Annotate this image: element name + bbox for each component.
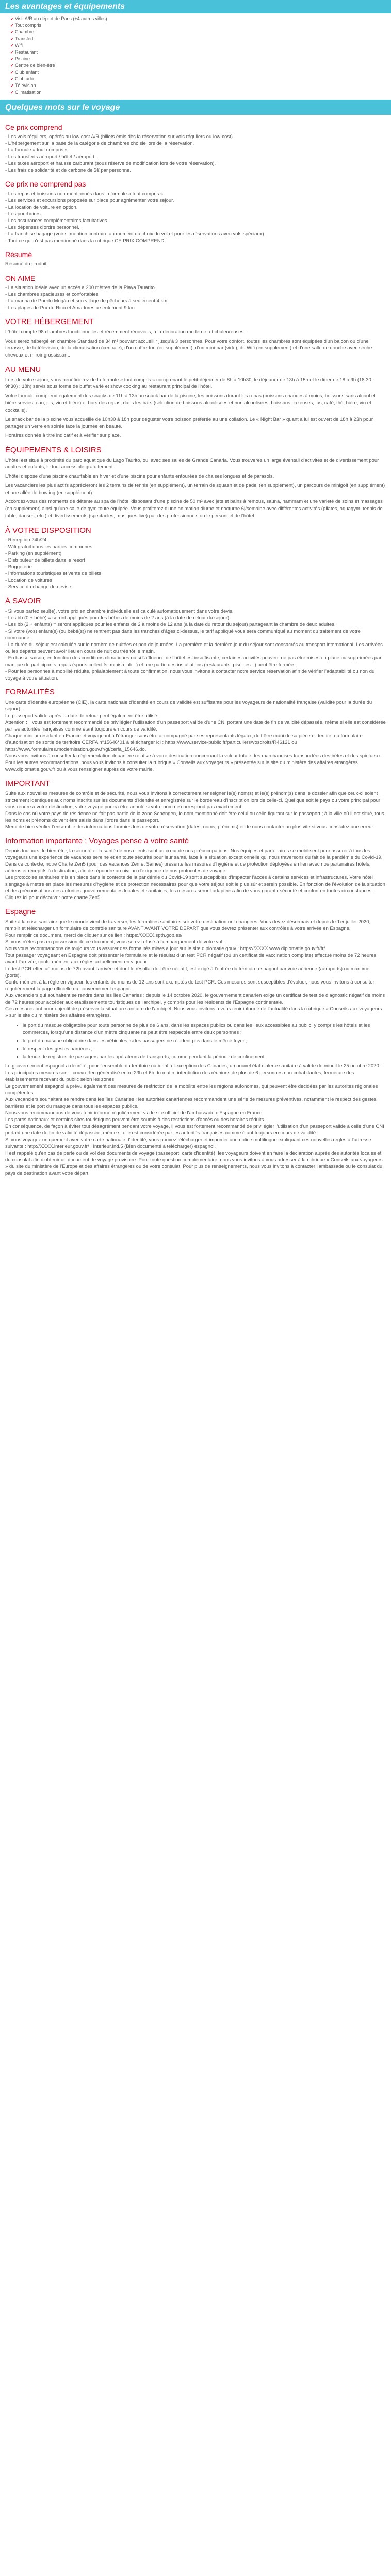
- list-item: - Informations touristiques et vente de billets: [5, 571, 101, 577]
- equipment-item-label: Club enfant: [14, 70, 39, 75]
- disposition-title: À VOTRE DISPOSITION: [5, 526, 91, 535]
- list-item: - Les vols réguliers, opérés au low cost A/R (billets émis dès la réservation sur vols réguliers ou low-cost).: [5, 134, 234, 140]
- equipment-item: [10, 42, 386, 49]
- list-item: • le respect des gestes barrières ;: [23, 1046, 386, 1053]
- leisure-title: ÉQUIPEMENTS & LOISIRS: [5, 445, 102, 454]
- menu-text-3: Le snack bar de la piscine vous accueille de 10h30 à 18h pour déguster votre boisson préférée au une collation. Le « Night Bar » quant à lui est ouvert de 18h à 23h pour partager un verre en soirée face la journée en beauté.: [5, 416, 373, 430]
- equipment-header: Les avantages et équipements: [0, 0, 391, 13]
- list-item: - Les assurances complémentaires facultatives.: [5, 217, 109, 224]
- list-item: Nous vous recommandons de vous tenir informé régulièrement via le site officiel de l'ambassade d'Espagne en France.: [5, 1110, 264, 1116]
- on-aime-title: ON AIME: [5, 274, 36, 282]
- equipment-item: [10, 82, 386, 89]
- equipment-item-label: Télévision: [14, 83, 36, 88]
- list-item: - Les frais de solidarité et de carbone de 3€ par personne.: [5, 167, 131, 174]
- list-item: - Les taxes aéroport et hausse carburant (sous réserve de modification lors de votre réservation).: [5, 161, 216, 167]
- list-item: En conséquence, de façon à éviter tout désagrément pendant votre voyage, il vous est fortement recommandé de privilégier l'utilisation d'un passeport valide à celle d'une CNI portant une date de fin de validité dépassée, même si elle est considérée par les autorités françaises comme étant toujours en cours de validité.: [5, 1124, 384, 1137]
- list-item: - La marina de Puerto Mogán et son village de pêcheurs à seulement 4 km: [5, 298, 168, 304]
- formalities-list: [5, 699, 386, 773]
- disposition-list: [5, 537, 386, 590]
- list-item: Attention : il vous est fortement recommandé de privilégier l'utilisation d'un passeport valide d'une CNI portant une date de fin de validité dépassée, même si elle est considérée par les autorités françaises comme étant toujours en cours de validité.: [5, 719, 386, 732]
- menu-text-1: Lors de votre séjour, vous bénéficierez de la formule « tout compris » comprenant le petit-déjeuner de 8h à 10h30, le déjeuner de 13h à 15h et le dîner de 18 à 9h (18:30 - 9h30) ; 18h) servis sous forme de buffet varié et show cooking au restaurant principal de l'hôtel.: [5, 377, 374, 390]
- leisure-text-4: Accordez-vous des moments de détente au spa de l'hôtel disposant d'une piscine de 50 m² avec jets et bains à remous, sauna, hammam et une variété de soins et massages (en supplément) ainsi qu'une salle de gym toute équipée. Vous profiterez d'une animation diurne et nocturne 6j/semaine avec différentes activités (pilates, aquagym, tennis de table, danses, etc.) et divertissements (spectacles, musiques live) par des professionnels ou le personnel de l'hôtel.: [5, 499, 383, 519]
- spain-title: Espagne: [5, 907, 36, 917]
- list-item: • le port du masque obligatoire dans les véhicules, si les passagers ne résident pas dans le même foyer ;: [23, 1038, 386, 1045]
- list-item: - Les services et excursions proposés sur place pour agrémenter votre séjour.: [5, 197, 174, 204]
- list-item: Pour les autres recommandations, nous vous invitons à consulter la rubrique « Conseils aux voyageurs » présentée sur le site du ministère des affaires étrangères www.diplomatie.gouv.fr ou à vous renseigner auprès de votre mairie.: [5, 759, 358, 772]
- equipment-item-label: Transfert: [14, 36, 34, 41]
- list-item: - Les dépenses d'ordre personnel.: [5, 224, 79, 230]
- list-item: - Si votre (vos) enfant(s) (ou bébé(s)) ne rentrent pas dans les tranches d'âges ci-dessus, le tarif appliqué vous sera communiqué au moment du traitement de votre commande.: [5, 629, 361, 641]
- list-item: Une carte d'identité européenne (CIE), la carte nationale d'identité en cours de validité est suffisante pour les voyageurs de nationalité française (validité pour la durée du séjour).: [5, 699, 372, 712]
- equipment-item: [10, 69, 386, 76]
- list-item: - Si vous partez seul(e), votre prix en chambre individuelle est calculé automatiquement dans votre devis.: [5, 608, 234, 615]
- equipment-item-label: Visit A/R au départ de Paris (+4 autres villes): [14, 16, 107, 21]
- list-item: • la tenue de registres de passagers par les opérateurs de transports, comme pendant la période de confinement.: [23, 1054, 386, 1061]
- list-item: - Wifi gratuit dans les parties communes: [5, 544, 92, 550]
- equipment-item-label: Tout compris: [14, 23, 41, 28]
- leisure-text-2: L'hôtel dispose d'une piscine chauffable en hiver et d'une piscine pour enfants entourées de chaises longues et de parasols.: [5, 473, 274, 480]
- important-list: [5, 790, 386, 831]
- list-item: - La durée du séjour est calculée sur le nombre de nuitées et non de journées. La première et la dernière jour du séjour sont consacrés au transport international. Les arrivées ou les départs peuvent avoir lieu en cours de nuit ou très tôt le matin.: [5, 642, 383, 655]
- list-item: Cliquez ici pour découvrir notre charte Zen5: [5, 895, 101, 901]
- list-item: Merci de bien vérifier l'ensemble des informations fournies lors de votre réservation (dates, noms, prénoms) et de nous contacter au plus vite si vous constatez une erreur.: [5, 824, 374, 830]
- summary-text: Résumé du produit: [5, 261, 47, 267]
- equipment-item-label: Climatisation: [14, 90, 42, 95]
- price-includes-list: [5, 133, 386, 174]
- price-includes-title: Ce prix comprend: [5, 123, 62, 132]
- equipment-item: [10, 76, 386, 82]
- measures-bullets: [23, 1022, 386, 1061]
- equipment-item: [10, 22, 386, 29]
- list-item: Chaque mineur résidant en France et voyageant à l'étranger sans être accompagné par ses représentants légaux, doit être muni de sa pièce d'identité, du formulaire d'autorisation de sortie de territoire CERFA n°15646*01 à télécharger ici : https://www.service-public.fr/particuliers/vosdroits/R46121 ou https://www.formulaires.modernisation.gouv.fr/gf/cerfa_15646.do.: [5, 733, 363, 752]
- menu-title: AU MENU: [5, 365, 41, 374]
- list-item: - Pour les personnes à mobilité réduite, préalablement à toute confirmation, nous vous invitons à contacter notre service réservation afin de vérifier l'adaptabilité ou non du voyage à votre situation.: [5, 669, 375, 682]
- list-item: - Les bb (0 + bébé) = seront appliqués pour les bébés de moins de 2 ans (à la date de retour du séjour).: [5, 615, 231, 621]
- list-item: - Distributeur de billets dans le resort: [5, 557, 85, 564]
- equipment-section: [0, 13, 391, 100]
- list-item: - Les plages de Puerto Rico et Amadores à seulement 9 km: [5, 305, 135, 311]
- list-item: Il est rappelé qu'en cas de perte ou de vol des documents de voyage (passeport, carte d'identité), les voyageurs doivent en faire la déclaration auprès des autorités locales et du consulat afin d'obtenir un document de voyage provisoire. Pour toute question complémentaire, nous vous invitons à vous adresser à la rubrique « Conseils aux voyageurs » du site du ministère de l'Europe et des affaires étrangères ou de votre consulat. Pour plus de renseignements, nous vous invitons à contacter l'ambassade ou le consulat du pays de destination avant votre départ.: [5, 1150, 383, 1177]
- list-item: Ces mesures ont pour objectif de préserver la situation sanitaire de l'archipel. Nous vous invitons à vous tenir informé de l'actualité dans la rubrique « Conseils aux voyageurs » sur le site du ministère des affaires étrangères.: [5, 1006, 382, 1019]
- list-item: Suite à la crise sanitaire que le monde vient de traverser, les formalités sanitaires sur votre destination ont changées. Vous devez désormais et depuis le 1er juillet 2020, remplir et télécharger un formulaire de contrôle sanitaire AVANT AVANT VOTRE DÉPART que vous devrez présenter aux contrôles à votre arrivée en Espagne.: [5, 919, 371, 932]
- list-item: Suite aux nouvelles mesures de contrôle et de sécurité, nous vous invitons à correctement renseigner le(s) nom(s) et le(s) prénom(s) dans le dossier afin que ceux-ci soient strictement identiques aux noms inscrits sur les documents d'identité et enregistrés sur le bordereau d'inscription lors de celle-ci. Quel que soit le pays ou votre principal pour vous rendre à votre destination, votre voyage pourra être annulé si votre nom ne correspond pas exactement.: [5, 790, 381, 810]
- list-item: Si vous n'êtes pas en possession de ce document, vous serez refusé à l'embarquement de votre vol.: [5, 939, 224, 945]
- list-item: Conformément à la règle en vigueur, les enfants de moins de 12 ans sont exemptés de test PCR. Ces mesures sont susceptibles d'évoluer, nous vous invitons à consulter régulièrement la page officielle du gouvernement espagnol.: [5, 979, 374, 992]
- equipment-item-label: Club ado: [14, 76, 34, 81]
- list-item: Pour remplir ce document, merci de cliquer sur ce lien : https://XXXX.spth.gob.es/: [5, 933, 183, 939]
- equipment-list: [5, 15, 386, 96]
- page: [0, 0, 391, 1184]
- list-item: - Les repas et boissons non mentionnés dans la formule « tout compris ».: [5, 191, 165, 197]
- list-item: Nous vous recommandons de toujours vous assurer des formalités mises à jour sur le site diplomatie.gouv : https://XXXX.www.diplomatie.gouv.fr/fr/: [5, 946, 325, 952]
- leisure-text-1: L'hôtel est situé à proximité du parc aquatique du Lago Taurito, oui avec ses salles de Grande Canaria. Vous trouverez un large éventail d'activités et de divertissement pour adultes et enfants, le tout accessible gratuitement.: [5, 457, 379, 470]
- list-item: - La situation idéale avec un accès à 200 mètres de la Playa Tauarito.: [5, 285, 156, 291]
- equipment-item-label: Chambre: [14, 29, 34, 35]
- voyage-section: [0, 115, 391, 1184]
- list-item: Si vous voyagez uniquement avec votre carte nationale d'identité, vous pouvez télécharger et imprimer une notice multilingue expliquant ces nouvelles règles à l'adresse suivante : http://XXXX.interieur.gouv.fr/ ; Interieur.Ind.5 (Bien documenté à télécharger) espagnol.: [5, 1137, 371, 1150]
- list-item: - Les bb (2 + enfants) = seront appliqués pour les enfants de 2 à moins de 12 ans (à la date du retour du séjour) partageant la chambre de deux adultes.: [5, 622, 336, 628]
- list-item: Depuis toujours, le bien-être, la sécurité et la santé de nos clients sont au cœur de nos préoccupations. Nos équipes et partenaires se mobilisent pour assurer à tous les voyageurs une expérience de vacances sereine et en toute sécurité pour leur santé, face à la situation exceptionnelle qui nous traversons du fait de la pandémie du Covid-19.: [5, 848, 383, 861]
- list-item: Le gouvernement espagnol a prévu également des mesures de restriction de la mobilité entre les régions autonomes, qui peuvent être décidées par les autorités régionales compétentes.: [5, 1083, 378, 1096]
- savoir-list: [5, 608, 386, 682]
- list-item: Aux vacanciers souhaitant se rendre dans les îles Canaries : les autorités canariennes recommandent une série de mesures préventives, notamment le respect des gestes barrières et le port du masque dans tous les espaces publics.: [5, 1097, 377, 1110]
- hotel-text-1: L'hôtel compte 98 chambres fonctionnelles et récemment rénovées, à la décoration moderne, et chaleureuses.: [5, 329, 245, 335]
- menu-text-2: Votre formule comprend également des snacks de 11h à 13h au snack bar de la piscine, les boissons durant les repas (boissons chaudes à moins, boissons sans alcool et bière servies, eau, jus, vin et bière) et hors des repas, dans les bars (sélection de boissons alcoolisées et non alcoolisées, boissons gazeuses, jus, café, thé, bière, vin et cocktails).: [5, 393, 376, 413]
- important-title: IMPORTANT: [5, 778, 50, 788]
- covid-list: [5, 848, 386, 901]
- list-item: - La franchise bagage (voir si mention contraire au moment du choix du vol et pour les réservations avec vols spéciaux).: [5, 231, 266, 237]
- list-item: • le port du masque obligatoire pour toute personne de plus de 6 ans, dans les espaces publics ou dans les lieux accessibles au public, y compris les hôtels et les commerces, lorsqu'une distance d'un mètre cinquante ne peut être respectée entre deux personnes ;: [23, 1022, 386, 1037]
- list-item: - Les chambres spacieuses et confortables: [5, 292, 99, 298]
- list-item: Les protocoles sanitaires mis en place dans le contexte de la pandémie du Covid-19 sont susceptibles d'impacter l'accès à certains services et infrastructures. Votre hôtel s'engage à mettre en place les mesures d'hygiène et de protection nécessaires pour que votre séjour soit le plus sûr et serein possible. En fonction de l'évolution de la situation et des préconisations des autorités gouvernementales locales et sanitaires, les mesures seront adaptées afin de vous garantir sécurité et confort en toutes circonstances.: [5, 875, 385, 894]
- list-item: - Les pourboires.: [5, 211, 42, 217]
- equipment-item-label: Wifi: [14, 43, 23, 48]
- leisure-text-3: Les vacanciers les plus actifs apprécieront les 2 terrains de tennis (en supplément), un terrain de squash et de padel (en supplément), un parcours de minigolf (en supplément) et une allée de bowling (en supplément).: [5, 482, 385, 496]
- menu-text-4: Horaires donnés à titre indicatif et à vérifier sur place.: [5, 433, 121, 439]
- price-excludes-list: [5, 191, 386, 244]
- list-item: Le passeport valide après la date de retour peut également être utilisé.: [5, 713, 159, 719]
- hotel-text-2: Vous serez hébergé en chambre Standard de 34 m² pouvant accueillir jusqu'à 3 personnes. Pour votre confort, toutes les chambres sont équipées d'un balcon ou d'une terrasse, de la télévision, de la climatisation (centrale), d'un coffre-fort (en supplément), d'un mini-bar (vide), du Wifi (en supplément) et d'une salle de douche avec sèche-cheveux et miroir grossissant.: [5, 338, 374, 359]
- equipment-item: [10, 15, 386, 22]
- list-item: - Service du change de devise: [5, 584, 71, 590]
- list-item: Dans ce contexte, notre Charte Zen5 (pour des vacances Zen et Saines) présente les mesures d'hygiène et de protection déployées en lien avec nos partenaires hôtels, aériens et réceptifs à destination, afin de répondre au niveau d'exigence de nos protocoles de voyage.: [5, 861, 371, 874]
- voyage-header: Quelques mots sur le voyage: [0, 100, 391, 115]
- equipment-item: [10, 89, 386, 96]
- list-item: - Les transferts aéroport / hôtel / aéroport.: [5, 154, 96, 160]
- list-item: Dans le cas où votre pays de résidence ne fait pas partie de la zone Schengen, le nom mentionné doit être celui ou celle figurant sur le passeport ; à la ville où il est situé, tous les noms et prénoms doivent être saisis dans l'ordre dans le passeport.: [5, 810, 384, 823]
- equipment-item: [10, 49, 386, 56]
- list-item: - La location de voiture en option.: [5, 204, 78, 210]
- covid-title: Information importante : Voyages pense à votre santé: [5, 836, 189, 845]
- equipment-item-label: Restaurant: [14, 49, 38, 55]
- list-item: - Boggeterie: [5, 564, 32, 570]
- list-item: Nous vous invitons à consulter la réglementation douanière relative à votre destination concernant la valeur totale des marchandises transportées des bêtes et des spiritueux.: [5, 753, 382, 759]
- summary-title: Résumé: [5, 250, 32, 259]
- formalities-title: FORMALITÉS: [5, 688, 55, 697]
- final-list: [5, 1063, 386, 1177]
- list-item: Le test PCR effectué moins de 72h avant l'arrivée et dont le résultat doit être négatif, est exigé à l'entrée du territoire espagnol par voie aérienne (aéroports) ou maritime (ports).: [5, 966, 370, 979]
- savoir-title: À SAVOIR: [5, 597, 41, 606]
- list-item: - Réception 24h/24: [5, 537, 47, 544]
- list-item: - En basse saison, en fonction des conditions climatiques ou si l'affluence de l'hôtel est insuffisante, certaines activités peuvent ne pas être mises en place ou supprimées par manque de participants requis (sports collectifs, minis-club...) et une partie des installations (restaurants, piscines...) peut être fermée.: [5, 655, 382, 668]
- list-item: - Location de voitures: [5, 578, 52, 584]
- equipment-item-label: Piscine: [14, 56, 30, 61]
- on-aime-list: [5, 284, 386, 311]
- list-item: Tout passager voyageant en Espagne doit présenter le formulaire et le résultat d'un test PCR négatif (ou un certificat de vaccination complète) effectué moins de 72 heures avant l'arrivée, conformément aux règles actuellement en vigueur.: [5, 953, 377, 965]
- list-item: Aux vacanciers qui souhaitent se rendre dans les îles Canaries : depuis le 14 octobre 2020, le gouvernement canarien exige un certificat de test de diagnostic négatif de moins de 72 heures pour accéder aux établissements touristiques de l'archipel, y compris pour les résidents de l'Espagne continentale.: [5, 993, 385, 1006]
- equipment-item: [10, 56, 386, 62]
- equipment-item: [10, 36, 386, 42]
- list-item: - L'hébergement sur la base de la catégorie de chambres choisie lors de la réservation.: [5, 141, 194, 147]
- price-excludes-title: Ce prix ne comprend pas: [5, 180, 86, 189]
- hotel-title: VOTRE HÉBERGEMENT: [5, 317, 94, 327]
- list-item: Les parcs nationaux et certains sites touristiques peuvent être soumis à des restrictions d'accès ou des horaires réduits.: [5, 1117, 265, 1123]
- spain-list: [5, 919, 386, 1019]
- equipment-item: [10, 29, 386, 36]
- list-item: - Parking (en supplément): [5, 551, 62, 557]
- list-item: Le gouvernement espagnol a décrété, pour l'ensemble du territoire national à l'exception des Canaries, un nouvel état d'alerte sanitaire à valide de minuit le 25 octobre 2020. Les principales mesures sont : couvre-feu généralisé entre 23h et 6h du matin, interdiction des réunions de plus de 6 personnes non cohabitantes, fermeture des établissements recevant du public selon les zones.: [5, 1063, 381, 1083]
- equipment-item-label: Centre de bien-être: [14, 63, 55, 68]
- list-item: - Tout ce qui n'est pas mentionné dans la rubrique CE PRIX COMPREND.: [5, 238, 166, 244]
- equipment-item: [10, 62, 386, 69]
- list-item: - La formule « tout compris ».: [5, 147, 69, 154]
